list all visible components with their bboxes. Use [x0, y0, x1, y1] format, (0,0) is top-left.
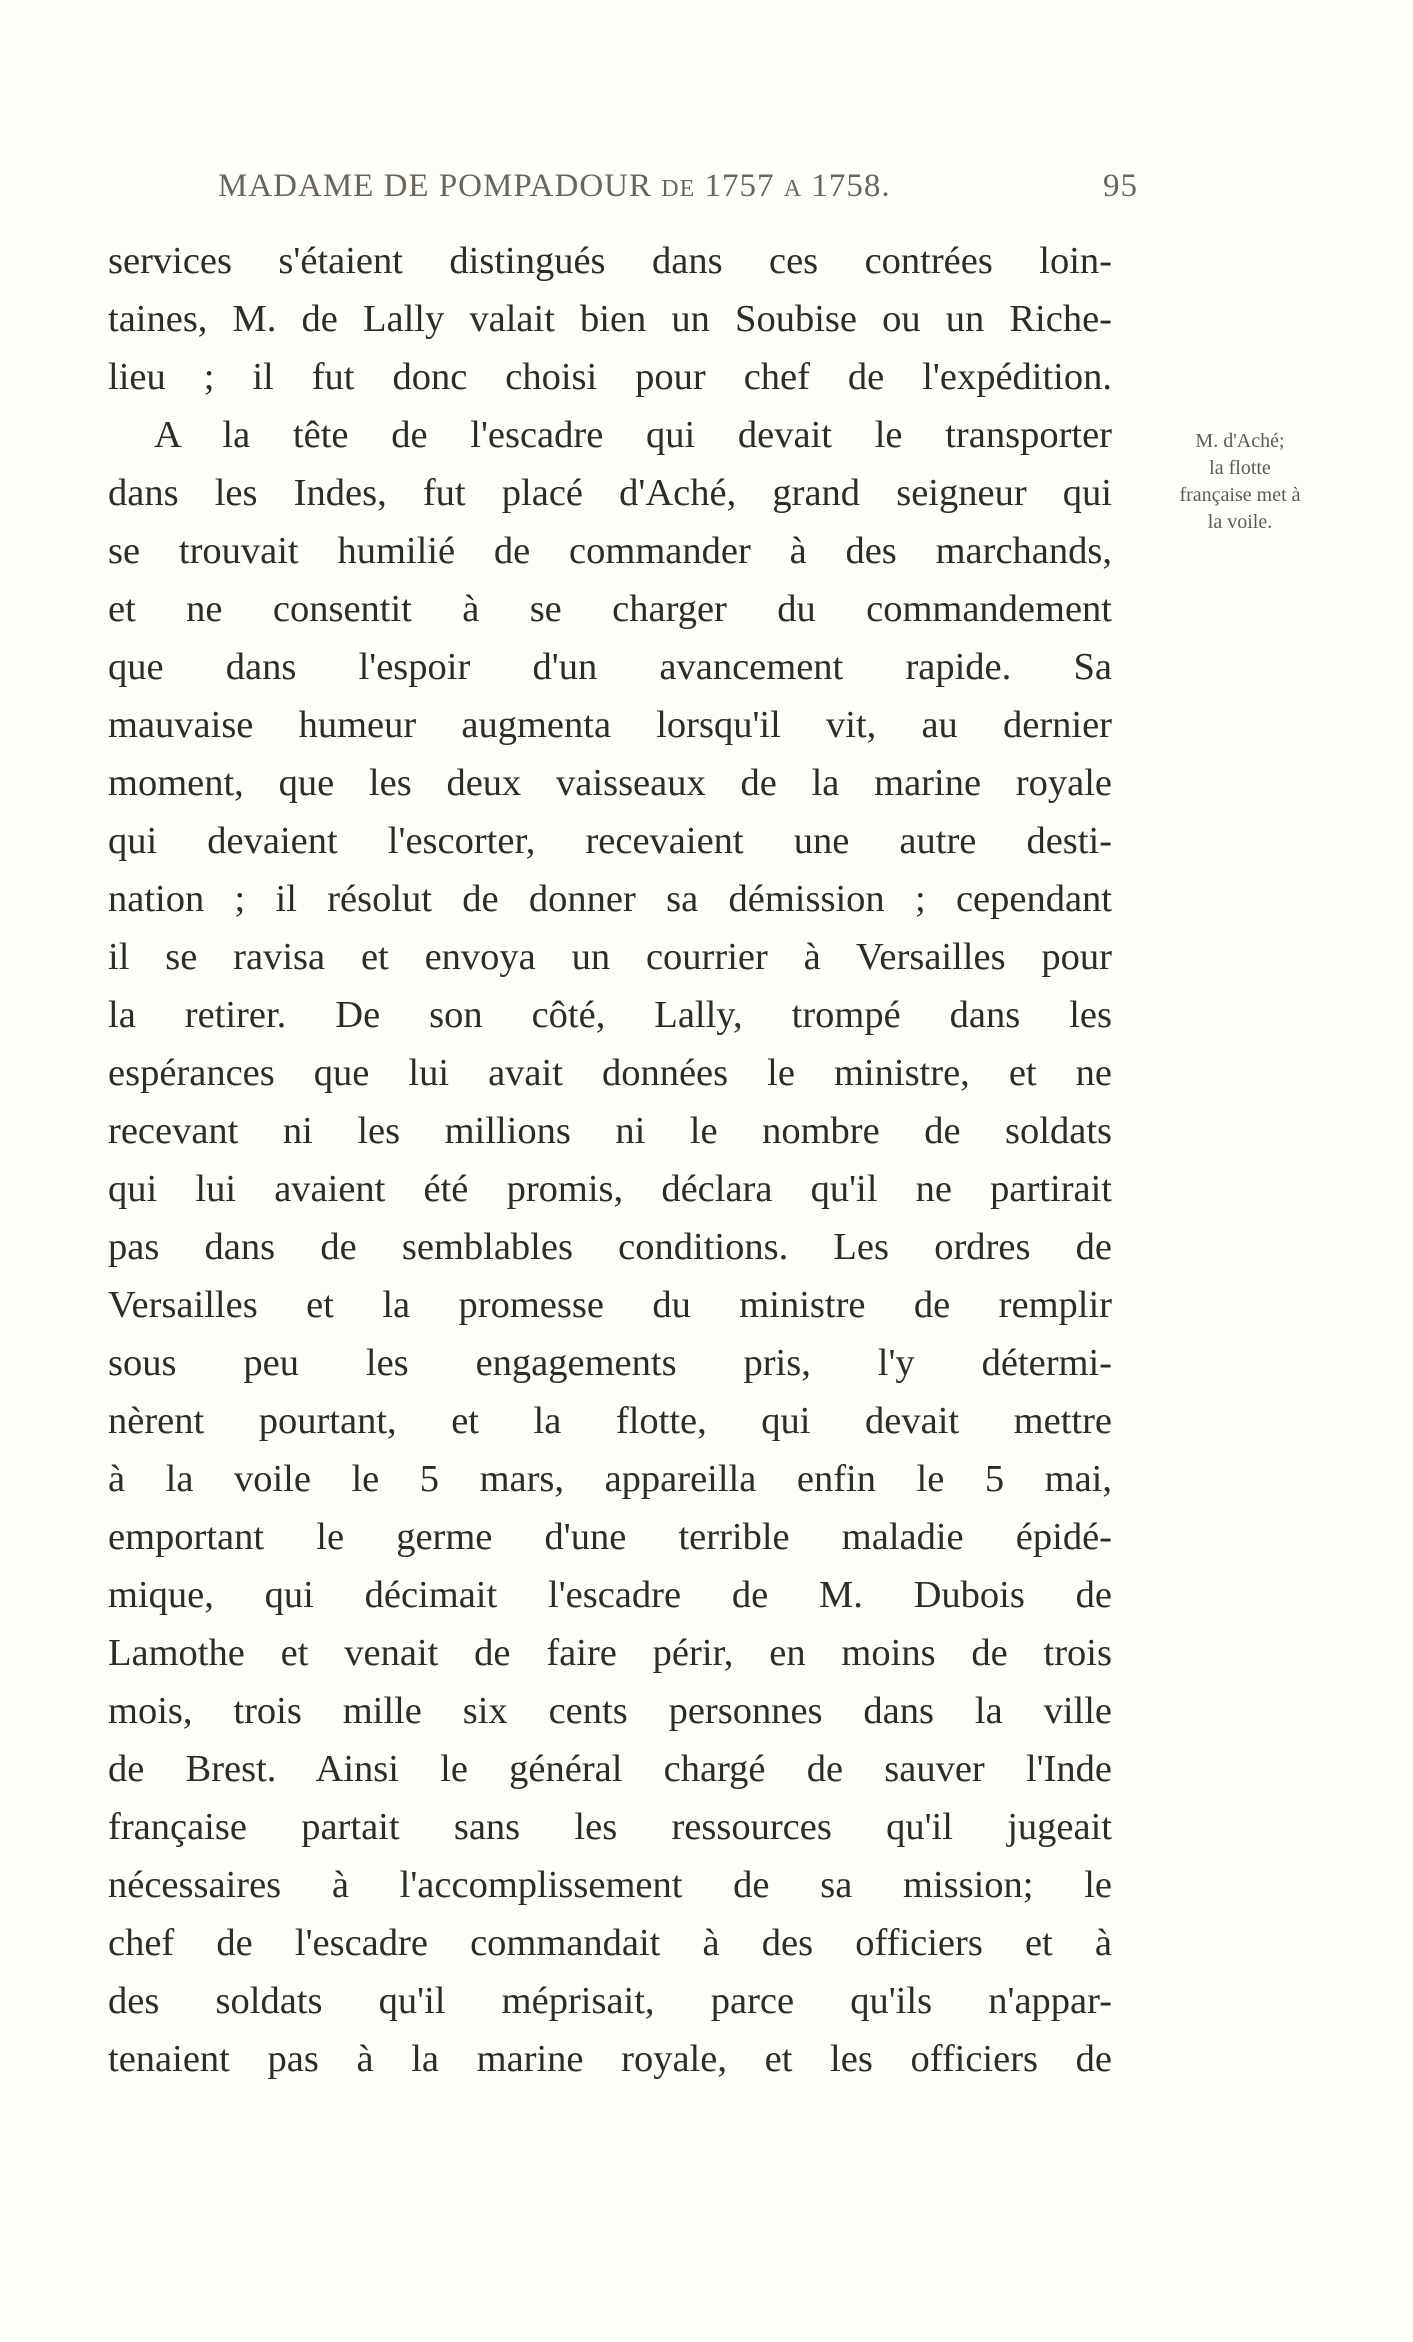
text-line: nèrent pourtant, et la flotte, qui devait mettre: [108, 1400, 1112, 1442]
text-line: qui devaient l'escorter, recevaient une autre desti-: [108, 820, 1112, 862]
body-text: [108, 232, 1112, 2088]
header-year-end: 1758.: [811, 168, 891, 204]
margin-note-line: la voile.: [1207, 511, 1273, 533]
text-line: moment, que les deux vaisseaux de la marine royale: [108, 762, 1112, 804]
margin-note: [1150, 428, 1330, 536]
text-line: la retirer. De son côté, Lally, trompé dans les: [108, 994, 1112, 1036]
text-line: nation ; il résolut de donner sa démission ; cependant: [108, 878, 1112, 920]
text-line: dans les Indes, fut placé d'Aché, grand seigneur qui: [108, 472, 1112, 514]
text-line: que dans l'espoir d'un avancement rapide. Sa: [108, 646, 1112, 688]
header-a: A: [783, 176, 803, 202]
text-line: se trouvait humilié de commander à des marchands,: [108, 530, 1112, 572]
margin-note-line: la flotte: [1209, 457, 1271, 479]
text-line: Lamothe et venait de faire périr, en moins de trois: [108, 1632, 1112, 1674]
text-line: recevant ni les millions ni le nombre de soldats: [108, 1110, 1112, 1152]
header-de: DE: [661, 176, 696, 202]
text-line: il se ravisa et envoya un courrier à Versailles pour: [108, 936, 1112, 978]
text-line: mauvaise humeur augmenta lorsqu'il vit, au dernier: [108, 704, 1112, 746]
text-line: à la voile le 5 mars, appareilla enfin le 5 mai,: [108, 1458, 1112, 1500]
text-line: emportant le germe d'une terrible maladie épidé-: [108, 1516, 1112, 1558]
header-year-start: 1757: [704, 168, 775, 204]
text-line: nécessaires à l'accomplissement de sa mission; le: [108, 1864, 1112, 1906]
text-line: et ne consentit à se charger du commandement: [108, 588, 1112, 630]
text-line: chef de l'escadre commandait à des officiers et à: [108, 1922, 1112, 1964]
margin-note-line: française met à: [1179, 484, 1301, 506]
text-line: lieu ; il fut donc choisi pour chef de l'expédition.: [108, 356, 1112, 398]
running-header: [218, 168, 1138, 205]
text-line: des soldats qu'il méprisait, parce qu'ils n'appar-: [108, 1980, 1112, 2022]
text-line: sous peu les engagements pris, l'y détermi-: [108, 1342, 1112, 1384]
text-line: mique, qui décimait l'escadre de M. Dubois de: [108, 1574, 1112, 1616]
text-line: services s'étaient distingués dans ces contrées loin-: [108, 240, 1112, 282]
text-line: pas dans de semblables conditions. Les ordres de: [108, 1226, 1112, 1268]
text-line: espérances que lui avait données le ministre, et ne: [108, 1052, 1112, 1094]
text-line: française partait sans les ressources qu'il jugeait: [108, 1806, 1112, 1848]
text-line: taines, M. de Lally valait bien un Soubise ou un Riche-: [108, 298, 1112, 340]
text-line: A la tête de l'escadre qui devait le transporter: [154, 414, 1112, 456]
text-line: tenaient pas à la marine royale, et les officiers de: [108, 2038, 1112, 2080]
text-line: qui lui avaient été promis, déclara qu'il ne partirait: [108, 1168, 1112, 1210]
text-line: mois, trois mille six cents personnes dans la ville: [108, 1690, 1112, 1732]
text-line: de Brest. Ainsi le général chargé de sauver l'Inde: [108, 1748, 1112, 1790]
page-number: 95: [1103, 168, 1138, 204]
margin-note-line: M. d'Aché;: [1195, 430, 1285, 452]
text-line: Versailles et la promesse du ministre de remplir: [108, 1284, 1112, 1326]
header-title: MADAME DE POMPADOUR: [218, 168, 653, 204]
